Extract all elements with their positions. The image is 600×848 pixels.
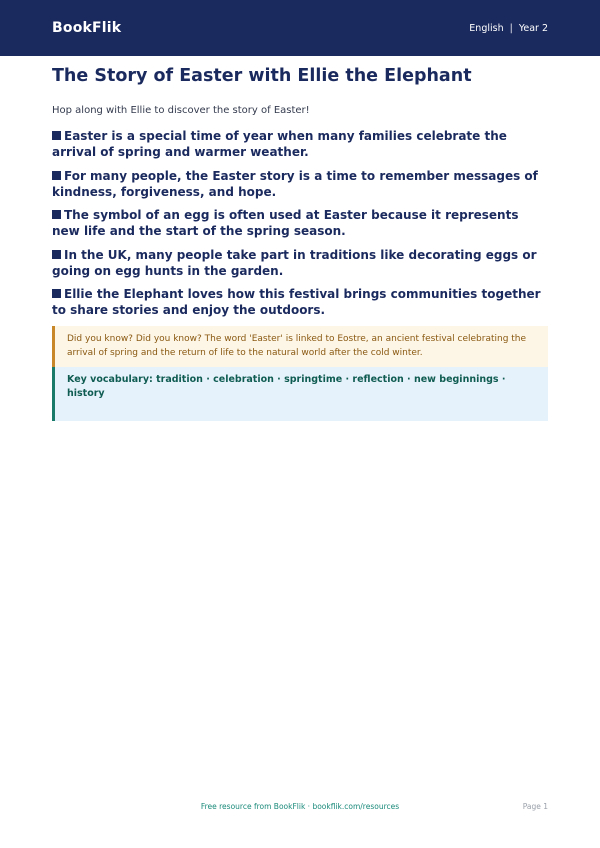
subject-label: English bbox=[469, 22, 504, 34]
fact-list bbox=[52, 128, 548, 318]
page-footer bbox=[52, 800, 548, 814]
intro-text: Hop along with Ellie to discover the story of Easter! bbox=[52, 105, 310, 116]
list-item bbox=[52, 168, 548, 200]
brand-logo-text[interactable]: BookFlik bbox=[52, 20, 122, 36]
list-item bbox=[52, 128, 548, 160]
square-bullet-icon bbox=[52, 210, 61, 219]
list-item bbox=[52, 286, 548, 318]
meta-separator: | bbox=[509, 22, 513, 34]
square-bullet-icon bbox=[52, 250, 61, 259]
square-bullet-icon bbox=[52, 289, 61, 298]
list-item-text: For many people, the Easter story is a time to remember messages of kindness, forgiveness, and hope. bbox=[52, 168, 538, 199]
list-item-text: The symbol of an egg is often used at Easter because it represents new life and the start of the spring season. bbox=[52, 208, 519, 238]
top-banner bbox=[0, 0, 600, 56]
list-item-text: Easter is a special time of year when many families celebrate the arrival of spring and warmer weather. bbox=[52, 129, 507, 159]
list-item bbox=[52, 207, 548, 239]
year-label: Year 2 bbox=[518, 22, 548, 34]
square-bullet-icon bbox=[52, 131, 61, 140]
list-item-text: Ellie the Elephant loves how this festival brings communities together to share stories and enjoy the outdoors. bbox=[52, 287, 541, 317]
worksheet-meta bbox=[469, 23, 548, 34]
callout-group bbox=[52, 326, 548, 421]
worksheet-content bbox=[52, 64, 548, 421]
page-number: Page 1 bbox=[522, 802, 548, 811]
square-bullet-icon bbox=[52, 171, 61, 180]
list-item bbox=[52, 247, 548, 279]
vocabulary-box: Key vocabulary: tradition · celebration · springtime · reflection · new beginnings · history bbox=[52, 367, 548, 421]
list-item-text: In the UK, many people take part in traditions like decorating eggs or going on egg hunts in the garden. bbox=[52, 247, 537, 278]
footer-credit-link[interactable]: Free resource from BookFlik · bookflik.com/resources bbox=[200, 802, 400, 811]
did-you-know-box: Did you know? Did you know? The word 'Easter' is linked to Eostre, an ancient festival celebrating the arrival of spring and the return of life to the natural world after the cold winter. bbox=[55, 326, 548, 367]
page-title: The Story of Easter with Ellie the Elephant bbox=[52, 66, 472, 86]
